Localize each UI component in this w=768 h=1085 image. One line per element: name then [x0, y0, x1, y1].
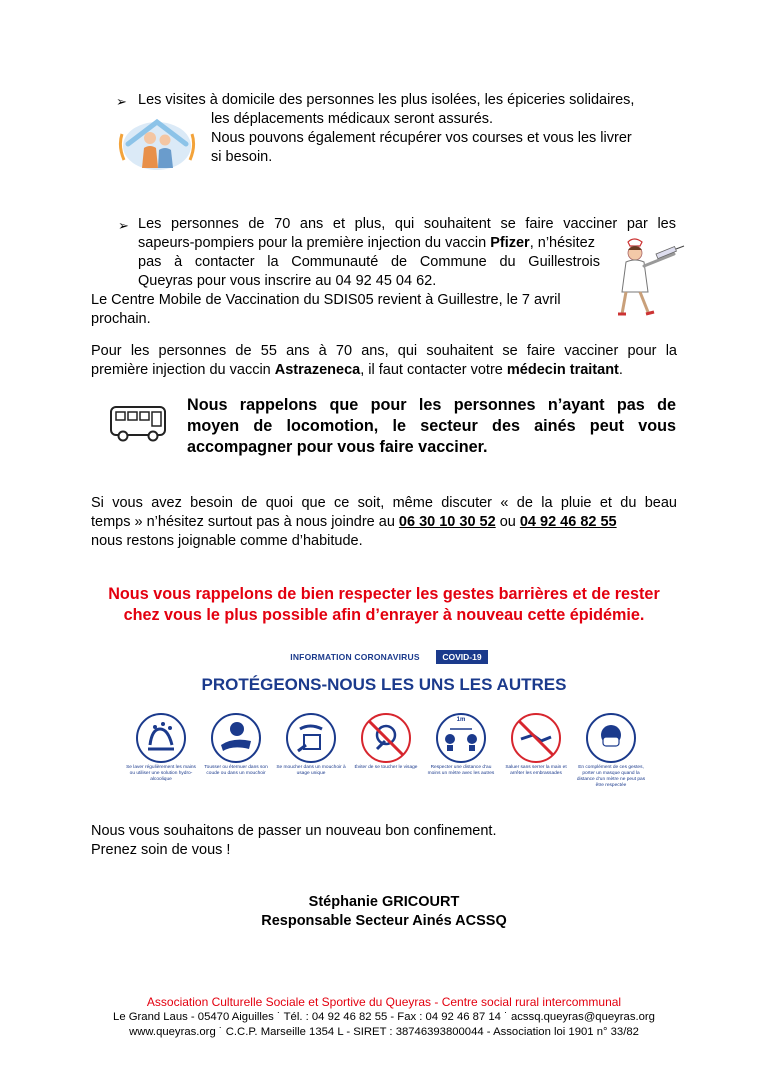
tissue-icon — [286, 713, 336, 763]
hand-washing-icon — [136, 713, 186, 763]
para3-line1: Pour les personnes de 55 ans à 70 ans, qui souhaitent se faire vacciner pour la — [91, 343, 677, 359]
para4-line2: moyen de locomotion, le secteur des ainés peut vous — [187, 417, 676, 435]
distance-label: 1m — [456, 717, 466, 723]
footer-address: Le Grand Laus - 05470 Aiguilles ˙ Tél. : 04 92 46 82 55 - Fax : 04 92 46 87 14 ˙ acssq.queyras@queyras.org — [113, 1011, 655, 1023]
para3-line2: première injection du vaccin Astrazeneca, il faut contacter votre médecin traitant. — [91, 362, 623, 378]
para5-line2: temps » n’hésitez surtout pas à nous joindre au 06 30 10 30 52 ou 04 92 46 82 55 — [91, 514, 617, 530]
caption-face: Éviter de se toucher le visage — [354, 765, 418, 770]
para2-line4: Queyras pour vous inscrire au 04 92 45 04 62. — [138, 273, 437, 289]
bus-icon — [108, 404, 170, 444]
caption-handshake: Saluer sans serrer la main et arrêter les embrassades — [505, 765, 567, 776]
closing-line1: Nous vous souhaitons de passer un nouveau bon confinement. — [91, 823, 497, 839]
para5-line1: Si vous avez besoin de quoi que ce soit, même discuter « de la pluie et du beau — [91, 495, 677, 511]
para5-line3: nous restons joignable comme d’habitude. — [91, 533, 363, 549]
para4-line1: Nous rappelons que pour les personnes n’ayant pas de — [187, 396, 676, 414]
signature-role: Responsable Secteur Ainés ACSSQ — [261, 913, 507, 929]
no-handshake-icon — [511, 713, 561, 763]
para2-line2: sapeurs-pompiers pour la première injection du vaccin Pfizer, n’hésitez — [138, 235, 595, 251]
poster-title: PROTÉGEONS-NOUS LES UNS LES AUTRES — [201, 675, 567, 694]
bullet-marker: ➢ — [118, 218, 129, 233]
para1-line4: si besoin. — [211, 149, 273, 165]
signature-name: Stéphanie GRICOURT — [308, 894, 460, 910]
warning-line1: Nous vous rappelons de bien respecter les gestes barrières et de rester — [108, 585, 660, 603]
home-care-illustration — [118, 116, 196, 172]
para1-line2: les déplacements médicaux seront assurés. — [211, 111, 494, 127]
para2-line6: prochain. — [91, 311, 151, 327]
caption-distance: Respecter une distance d’au moins un mètre avec les autres — [427, 765, 495, 776]
para1-line3: Nous pouvons également récupérer vos courses et vous les livrer — [211, 130, 632, 146]
caption-cough: Tousser ou éternuer dans son coude ou dans un mouchoir — [204, 765, 268, 776]
footer-legal: www.queyras.org ˙ C.C.P. Marseille 1354 L - SIRET : 38746393800044 - Association loi 1901 n° 33/82 — [129, 1026, 639, 1038]
phone-number-1[interactable]: 06 30 10 30 52 — [398, 514, 496, 530]
no-face-touch-icon — [361, 713, 411, 763]
caption-hand-washing: Se laver régulièrement les mains ou utiliser une solution hydro-alcoolique — [126, 765, 196, 782]
para4-line3: accompagner pour vous faire vacciner. — [187, 438, 488, 456]
caption-tissue: Se moucher dans un mouchoir à usage unique — [276, 765, 346, 776]
poster-header-left: INFORMATION CORONAVIRUS — [290, 652, 420, 662]
nurse-syringe-illustration — [604, 236, 686, 318]
distance-icon — [436, 713, 486, 763]
caption-mask: En complément de ces gestes, porter un masque quand la distance d’un mètre ne peut pas être respectée — [576, 765, 646, 788]
barrier-gestures-row — [126, 713, 646, 797]
poster-header-badge: COVID-19 — [436, 650, 488, 664]
warning-line2: chez vous le plus possible afin d’enrayer à nouveau cette épidémie. — [123, 606, 645, 624]
cough-elbow-icon — [211, 713, 261, 763]
para2-line1: Les personnes de 70 ans et plus, qui souhaitent se faire vacciner par les — [138, 216, 676, 232]
phone-number-2[interactable]: 04 92 46 82 55 — [519, 514, 617, 530]
mask-icon — [586, 713, 636, 763]
para2-line3: pas à contacter la Communauté de Commune du Guillestrois — [138, 254, 600, 270]
footer-association: Association Culturelle Sociale et Sportive du Queyras - Centre social rural intercommunal — [146, 995, 622, 1009]
para1-line1: Les visites à domicile des personnes les plus isolées, les épiceries solidaires, — [138, 92, 635, 108]
bullet-marker: ➢ — [116, 94, 127, 109]
para2-line5: Le Centre Mobile de Vaccination du SDIS05 revient à Guillestre, le 7 avril — [91, 292, 561, 308]
closing-line2: Prenez soin de vous ! — [91, 842, 231, 858]
